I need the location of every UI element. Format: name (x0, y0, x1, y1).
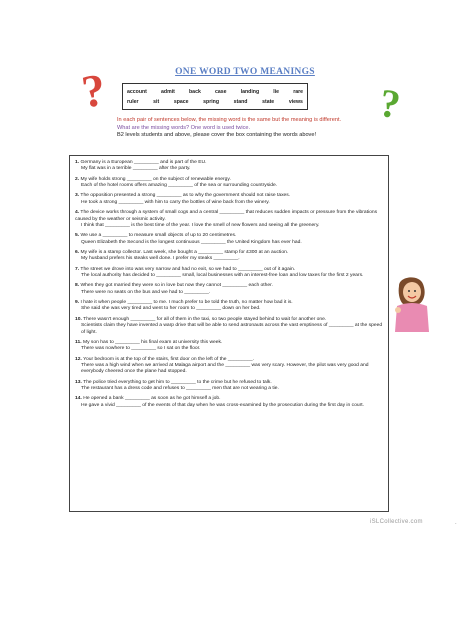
question-item (75, 317, 383, 336)
peeking-child-illustration (393, 272, 431, 332)
question-line: My husband prefers his steaks well done. I prefer my steaks _________. (81, 256, 240, 262)
question-line: The police tried everything to get him to _________ to the crime but he refused to talk. (83, 379, 272, 385)
question-line: There wasn't enough _________ for all of them in the taxi, so two people stayed behind to wait for another one. (83, 316, 327, 322)
word-item: landing (240, 89, 260, 95)
word-item: case (214, 89, 227, 95)
footer-dot: . (455, 520, 457, 526)
question-line: Queen Elizabeth the Second is the longest continuous _________ the United Kingdom has ever had. (81, 239, 302, 245)
page-title: ONE WORD TWO MEANINGS (175, 67, 315, 77)
question-item (75, 396, 383, 409)
question-item (75, 177, 383, 190)
word-item: space (173, 99, 189, 105)
question-line: He took a strong _________ with him to carry the bottles of wine back from the winery. (81, 199, 270, 205)
green-question-mark-icon: ? (376, 79, 404, 128)
word-item: sit (153, 99, 160, 105)
question-line: Scientists claim they have invented a warp drive that will be able to send astronauts across the vast emptiness of _________ at the speed of light. (81, 323, 383, 335)
question-item (75, 267, 383, 280)
question-item (75, 193, 383, 206)
question-number: 10. (75, 316, 82, 322)
question-number: 7. (75, 266, 80, 272)
question-item (75, 357, 383, 376)
question-line: The restaurant has a dress code and refuses to _________ men that are not wearing a tie. (81, 386, 279, 392)
question-number: 9. (75, 300, 80, 306)
question-line: The opposition presented a strong _________ as to why the government should not raise taxes. (80, 193, 291, 199)
question-number: 1. (75, 160, 80, 165)
question-line: The local authority has decided to _________ small, local businesses with an interest-free loan and low taxes for the first 2 years. (81, 273, 364, 279)
question-item (75, 210, 383, 229)
question-number: 8. (75, 283, 80, 289)
question-number: 11. (75, 339, 82, 345)
question-line: The street we drove into was very narrow and had no exit, so we had to _________ out of it again. (80, 266, 296, 272)
word-item: admit (161, 89, 175, 95)
question-number: 3. (75, 193, 80, 199)
question-line: My wife holds strong _________ on the subject of renewable energy. (80, 176, 231, 182)
question-item (75, 340, 383, 353)
question-line: There was nowhere to _________ so I sat on the floor. (81, 346, 201, 352)
question-line: We use a _________ to measure small objects of up to 20 centimetres. (80, 233, 237, 239)
question-line: I think that _________ is the best time of the year. I love the smell of new flowers and seeing all the greenery. (81, 222, 320, 228)
word-item: account (127, 89, 147, 95)
question-line: My son has to _________ his final exam at university this week. (82, 339, 223, 345)
word-row-2 (127, 97, 303, 107)
question-number: 14. (75, 396, 82, 402)
question-number: 4. (75, 210, 80, 216)
instruction-line-2: What are the missing words? One word is used twice. (117, 124, 251, 131)
question-line: There were no seats on the bus and we had to _________. (81, 289, 211, 295)
question-line: There was a high wind when we arrived at Malaga airport and the _________ was very scary. However, the pilot was very good and everybody cheered once the plane had stopped. (81, 362, 369, 375)
question-number: 5. (75, 233, 80, 239)
instructions (117, 117, 382, 140)
question-line: Germany is a European _________ and is part of the EU. (80, 160, 207, 165)
question-item (75, 380, 383, 393)
word-box (122, 83, 308, 110)
word-row-1 (127, 87, 303, 97)
word-item: back (189, 89, 201, 95)
footer-brand: iSLCollective.com (370, 519, 423, 525)
word-item: ruler (127, 99, 139, 105)
question-number: 6. (75, 249, 80, 255)
question-number: 13. (75, 379, 82, 385)
question-line: The device works through a system of small cogs and a central _________ that reduces sudden impacts or pressure from the vibrations caused by the weather or seismic activity. (75, 210, 378, 222)
word-item: lie (273, 89, 280, 95)
instruction-line-3: B2 levels students and above, please cover the box containing the words above! (117, 132, 317, 139)
question-line: Your bedroom is at the top of the stairs, first door on the left of the _________. (83, 356, 254, 362)
question-line: She said she was very tired and went to her room to _________ down on her bed. (81, 306, 261, 312)
question-line: When they got married they were so in love but now they cannot _________ each other. (80, 283, 273, 289)
question-number: 12. (75, 356, 82, 362)
word-item: views (288, 99, 303, 105)
question-line: I hate it when people _________ to me. I much prefer to be told the truth, no matter how bad it is. (80, 300, 293, 306)
question-item (75, 300, 383, 313)
question-line: My flat was in a terrible _________ after the party. (81, 166, 191, 172)
word-item: spring (203, 99, 220, 105)
question-line: He opened a bank _________ as soon as he got himself a job. (83, 396, 221, 402)
question-item (75, 233, 383, 246)
word-item: stand (233, 99, 248, 105)
question-item (75, 283, 383, 296)
question-number: 2. (75, 176, 80, 182)
word-item: state (262, 99, 275, 105)
question-line: My wife is a stamp collector. Last week, she bought a _________ stamp for £300 at an auction. (80, 249, 289, 255)
questions-box (69, 155, 389, 512)
word-item: rare (293, 89, 303, 95)
question-item (75, 250, 383, 263)
question-line: He gave a vivid _________ of the events of that day when he was cross-examined by the prosecution during the first day in court. (81, 402, 364, 408)
red-question-mark-icon: ? (78, 63, 109, 118)
instruction-line-1: In each pair of sentences below, the missing word is the same but the meaning is different. (117, 117, 342, 123)
question-item (75, 160, 383, 173)
question-line: Each of the hotel rooms offers amazing _________ of the sea or surrounding countryside. (81, 183, 278, 189)
